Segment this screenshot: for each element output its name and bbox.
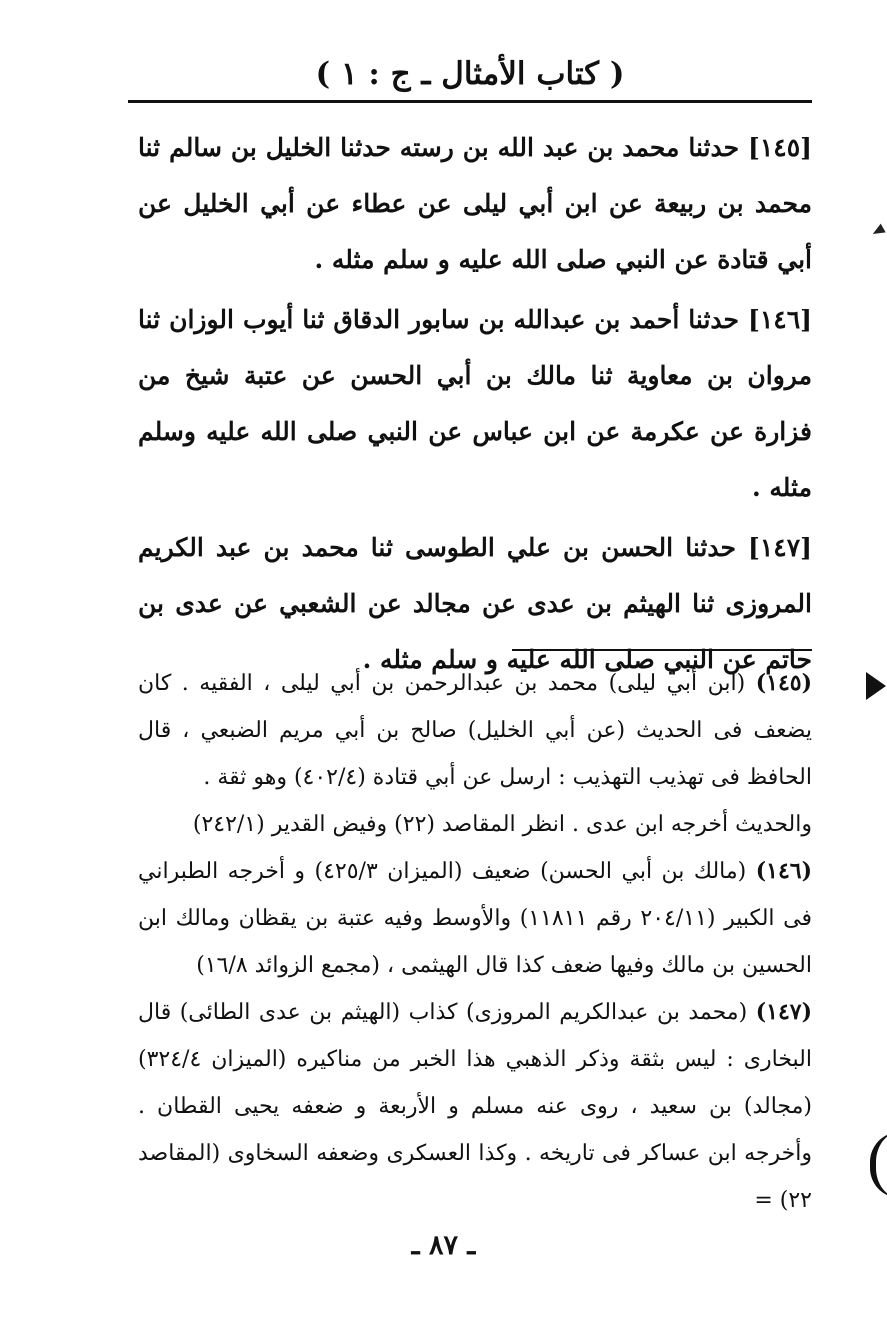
hadith-145	[138, 120, 812, 288]
header-rule	[128, 100, 812, 103]
footnote-text: (ابن أبي ليلى) محمد بن عبدالرحمن بن أبي ليلى ، الفقيه . كان يضعف فى الحديث (عن أبي الخليل) صالح بن أبي مريم الضبعي ، قال الحافظ فى تهذيب التهذيب : ارسل عن أبي قتادة (٤٠٢/٤) وهو ثقة .	[138, 671, 812, 790]
running-header: ( كتاب الأمثال ـ ج : ١ )	[315, 56, 625, 92]
hadith-number: [١٤٦]	[748, 305, 812, 334]
footnotes-section	[138, 660, 812, 1224]
margin-arrow-icon	[870, 224, 885, 239]
hadith-text: حدثنا أحمد بن عبدالله بن سابور الدقاق ثنا أيوب الوزان ثنا مروان بن معاوية ثنا مالك بن أبي الحسن عن عتبة شيخ من فزارة عن عكرمة عن ابن عباس عن النبي صلى الله عليه وسلم مثله .	[138, 305, 812, 502]
page-number: ـ ٨٧ ـ	[411, 1230, 476, 1261]
footnote-text: (محمد بن عبدالكريم المروزى) كذاب (الهيثم بن عدى الطائى) قال البخارى : ليس بثقة وذكر الذهبي هذا الخبر من مناكيره (الميزان ٣٢٤/٤) (مجالد) بن سعيد ، روى عنه مسلم و الأربعة و ضعفه يحيى القطان . وأخرجه ابن عساكر فى تاريخه . وكذا العسكرى وضعفه السخاوى (المقاصد ٢٢) =	[138, 1000, 812, 1213]
footnote-number: (١٤٦)	[755, 858, 812, 884]
footnote-rule	[512, 649, 812, 651]
hadith-section	[138, 120, 812, 692]
footnote-147	[138, 989, 812, 1224]
hadith-146	[138, 292, 812, 516]
hadith-number: [١٤٧]	[748, 533, 812, 562]
margin-triangle-icon	[866, 672, 886, 700]
margin-bracket-icon	[870, 1132, 887, 1198]
hadith-text: حدثنا محمد بن عبد الله بن رسته حدثنا الخليل بن سالم ثنا محمد بن ربيعة عن ابن أبي ليلى عن عطاء عن أبي الخليل عن أبي قتادة عن النبي صلى الله عليه و سلم مثله .	[138, 133, 812, 274]
footnote-number: (١٤٧)	[755, 999, 812, 1025]
footnote-text: والحديث أخرجه ابن عدى . انظر المقاصد (٢٢) وفيض القدير (٢٤٢/١)	[192, 812, 812, 837]
footnote-145	[138, 660, 812, 801]
footnote-145-continuation	[138, 801, 812, 848]
footnote-number: (١٤٥)	[755, 670, 812, 696]
hadith-text: حدثنا الحسن بن علي الطوسى ثنا محمد بن عبد الكريم المروزى ثنا الهيثم بن عدى عن مجالد عن الشعبي عن عدى بن حاتم عن النبي صلى الله عليه و سلم مثله .	[138, 533, 812, 674]
footnote-text: (مالك بن أبي الحسن) ضعيف (الميزان ٤٢٥/٣) و أخرجه الطبراني فى الكبير (٢٠٤/١١ رقم ١١٨١١) والأوسط وفيه عتبة بن يقظان ومالك ابن الحسين بن مالك وفيها ضعف كذا قال الهيثمى ، (مجمع الزوائد ١٦/٨)	[138, 859, 812, 978]
footnote-146	[138, 848, 812, 989]
hadith-number: [١٤٥]	[748, 133, 812, 162]
